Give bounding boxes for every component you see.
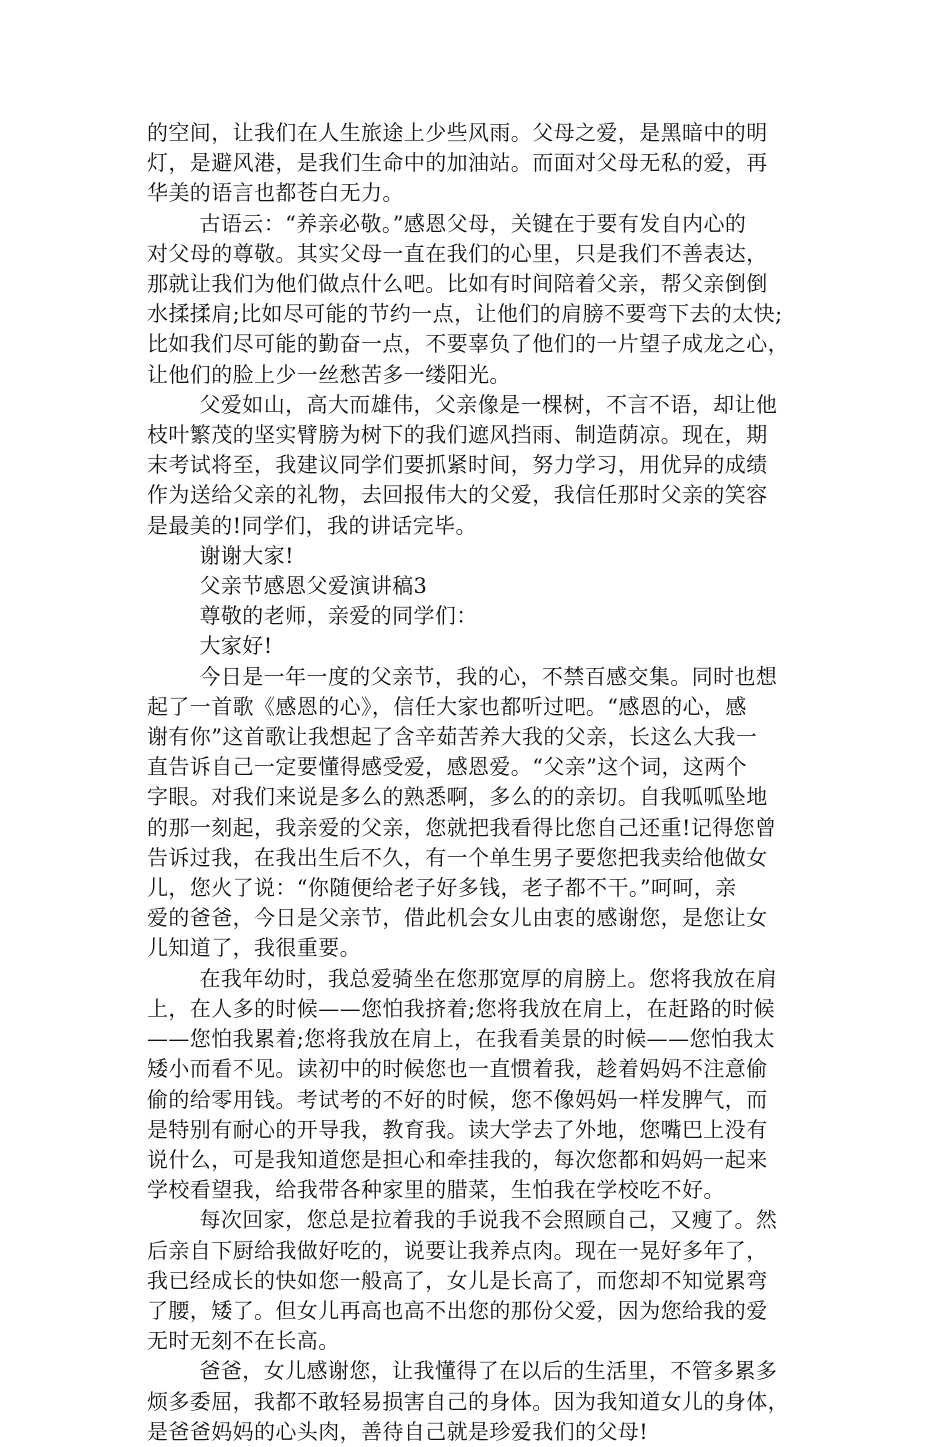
- paragraph: [147, 1356, 812, 1447]
- text-line: 华美的语言也都苍白无力。: [147, 181, 404, 206]
- text-line: 作为送给父亲的礼物，去回报伟大的父爱，我信任那时父亲的笑容: [147, 483, 768, 508]
- text-line: 枝叶繁茂的坚实臂膀为树下的我们遮风挡雨、制造荫凉。现在，期: [147, 423, 768, 448]
- paragraph: [147, 1205, 812, 1356]
- text-line: 比如我们尽可能的勤奋一点，不要辜负了他们的一片望子成龙之心，: [147, 332, 789, 357]
- text-line: 说什么，可是我知道您是担心和牵挂我的，每次您都和妈妈一起来: [147, 1147, 768, 1172]
- text-line: 直告诉自己一定要懂得感受爱，感恩爱。“父亲”这个词，这两个: [147, 755, 748, 780]
- text-line: 对父母的尊敬。其实父母一直在我们的心里，只是我们不善表达，: [147, 241, 768, 266]
- text-line: 灯，是避风港，是我们生命中的加油站。而面对父母无私的爱，再: [147, 151, 768, 176]
- text-line: 大家好!: [199, 634, 273, 659]
- text-line: 矮小而看不见。读初中的时候您也一直惯着我，趁着妈妈不注意偷: [147, 1057, 768, 1082]
- text-line: 今日是一年一度的父亲节，我的心，不禁百感交集。同时也想: [199, 664, 778, 689]
- paragraph: [147, 118, 812, 209]
- text-line: 我已经成长的快如您一般高了，女儿是长高了，而您却不知觉累弯: [147, 1268, 768, 1293]
- text-line: 在我年幼时，我总爱骑坐在您那宽厚的肩膀上。您将我放在肩: [199, 966, 778, 991]
- text-line: 的那一刻起，我亲爱的父亲，您就把我看得比您自己还重!记得您曾: [147, 815, 777, 840]
- paragraph: [147, 964, 812, 1206]
- text-line: 尊敬的老师，亲爱的同学们：: [199, 604, 478, 629]
- paragraph: [147, 662, 812, 964]
- text-line: 烦多委屈，我都不敢轻易损害自己的身体。因为我知道女儿的身体，: [147, 1389, 789, 1414]
- text-line: 的空间，让我们在人生旅途上少些风雨。父母之爱，是黑暗中的明: [147, 121, 768, 145]
- text-line: 谢谢大家!: [199, 543, 294, 568]
- text-line: 了腰，矮了。但女儿再高也高不出您的那份父爱，因为您给我的爱: [147, 1298, 768, 1323]
- paragraph: [147, 601, 812, 631]
- text-line: 学校看望我，给我带各种家里的腊菜，生怕我在学校吃不好。: [147, 1178, 725, 1203]
- text-line: 每次回家，您总是拉着我的手说我不会照顾自己，又瘦了。然: [199, 1208, 778, 1233]
- document-body: [147, 118, 812, 1447]
- paragraph: [147, 209, 812, 390]
- paragraph: [147, 541, 812, 571]
- text-line: 后亲自下厨给我做好吃的，说要让我养点肉。现在一晃好多年了，: [147, 1238, 768, 1263]
- text-line: 谢有你”这首歌让我想起了含辛茹苦养大我的父亲，长这么大我一: [147, 725, 758, 750]
- text-line: 是最美的!同学们，我的讲话完毕。: [147, 513, 477, 538]
- text-line: 无时无刻不在长高。: [147, 1329, 340, 1354]
- text-line: 字眼。对我们来说是多么的熟悉啊，多么的的亲切。自我呱呱坠地: [147, 785, 768, 810]
- text-line: 古语云：“养亲必敬。”感恩父母，关键在于要有发自内心的: [199, 211, 747, 236]
- text-line: 是爸爸妈妈的心头肉，善待自己就是珍爱我们的父母!: [147, 1419, 649, 1444]
- text-line: 儿知道了，我很重要。: [147, 936, 361, 961]
- text-line: 上，在人多的时候——您怕我挤着;您将我放在肩上，在赶路的时候: [147, 996, 776, 1021]
- text-line: 儿，您火了说：“你随便给老子好多钱，老子都不干。”呵呵，亲: [147, 876, 737, 901]
- paragraph: [147, 631, 812, 661]
- text-line: 爱的爸爸，今日是父亲节，借此机会女儿由衷的感谢您，是您让女: [147, 906, 768, 931]
- text-line: 父爱如山，高大而雄伟，父亲像是一棵树，不言不语，却让他: [199, 392, 778, 417]
- text-line: 告诉过我，在我出生后不久，有一个单生男子要您把我卖给他做女: [147, 845, 768, 870]
- text-line: 水揉揉肩;比如尽可能的节约一点，让他们的肩膀不要弯下去的太快;: [147, 302, 783, 327]
- paragraph: [147, 390, 812, 541]
- text-line: 爸爸，女儿感谢您，让我懂得了在以后的生活里，不管多累多: [199, 1359, 778, 1384]
- text-line: ——您怕我累着;您将我放在肩上，在我看美景的时候——您怕我太: [147, 1027, 776, 1052]
- paragraph: [147, 571, 812, 601]
- text-line: 末考试将至，我建议同学们要抓紧时间，努力学习，用优异的成绩: [147, 453, 768, 478]
- text-line: 起了一首歌《感恩的心》，信任大家也都听过吧。“感恩的心，感: [147, 694, 747, 719]
- text-line: 父亲节感恩父爱演讲稿3: [199, 574, 428, 599]
- text-line: 是特别有耐心的开导我，教育我。读大学去了外地，您嘴巴上没有: [147, 1117, 768, 1142]
- text-line: 那就让我们为他们做点什么吧。比如有时间陪着父亲，帮父亲倒倒: [147, 272, 768, 297]
- text-line: 偷的给零用钱。考试考的不好的时候，您不像妈妈一样发脾气，而: [147, 1087, 768, 1112]
- text-line: 让他们的脸上少一丝愁苦多一缕阳光。: [147, 362, 511, 387]
